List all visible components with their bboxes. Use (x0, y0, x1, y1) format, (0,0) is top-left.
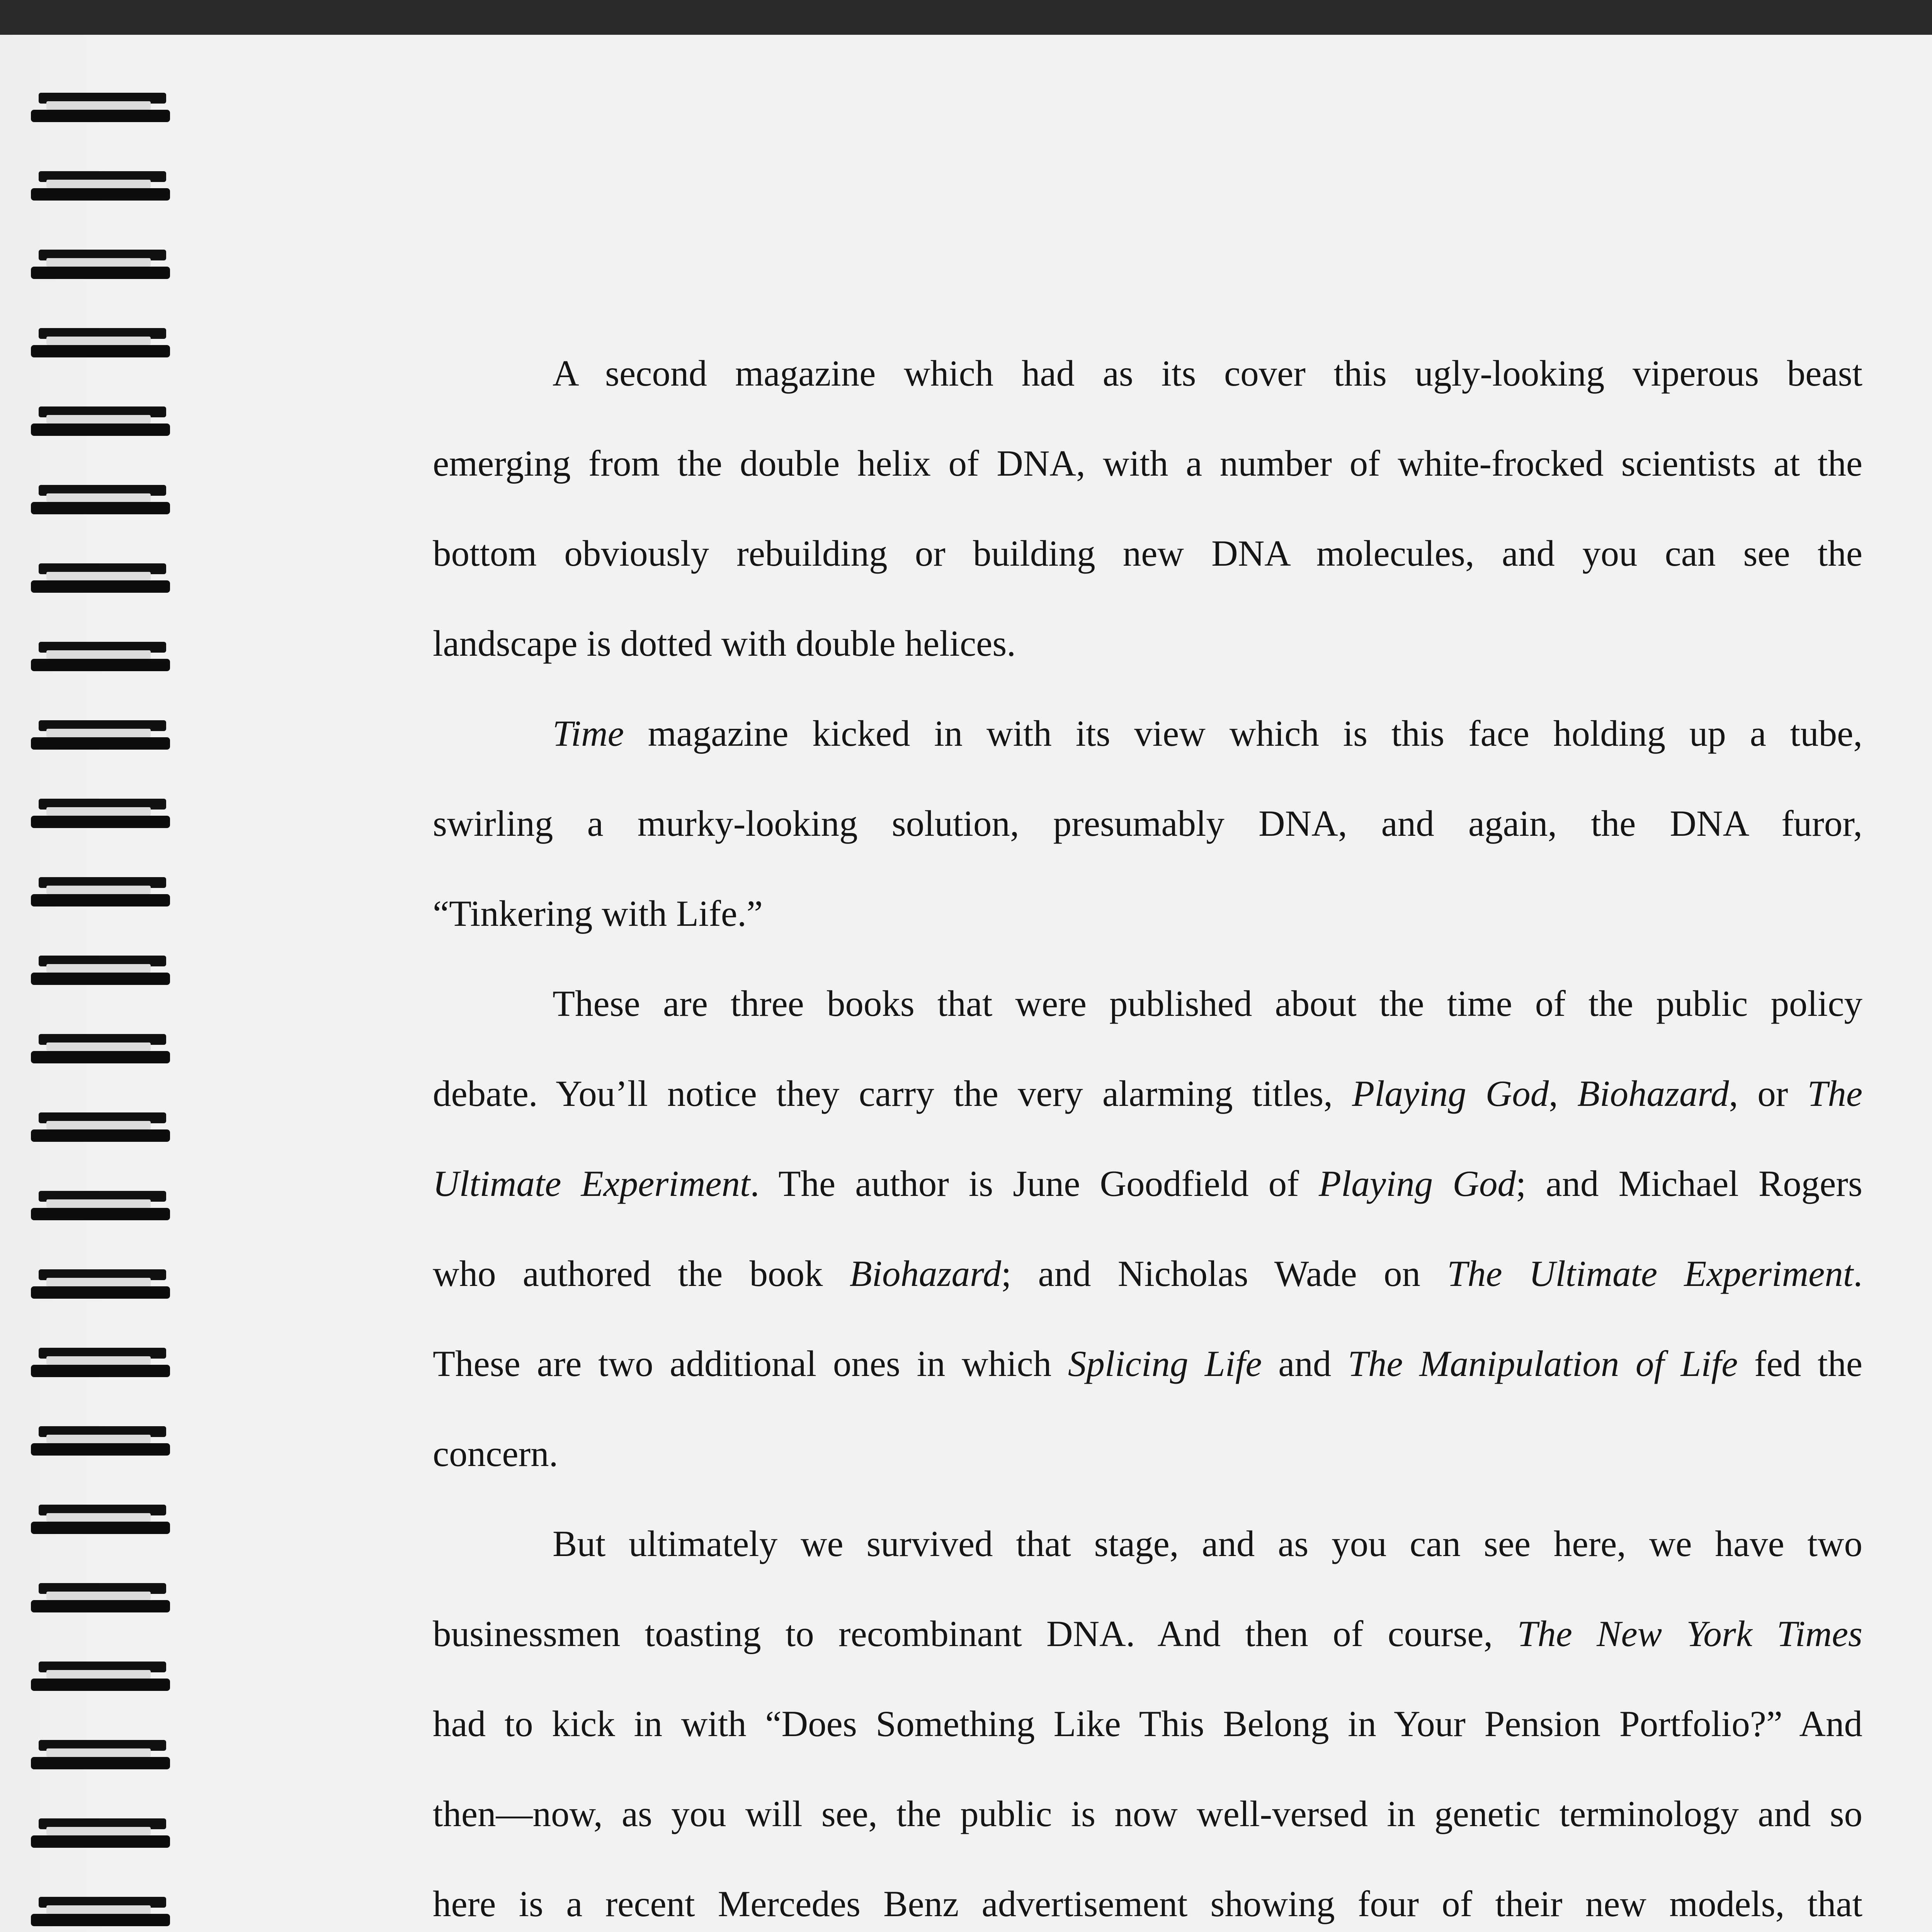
italic-title-run: Biohazard (1577, 1073, 1729, 1114)
binding-coil (31, 250, 170, 281)
paragraph (433, 328, 1862, 689)
text-run: fed the (1738, 1343, 1862, 1384)
coil-wire-bottom (31, 423, 170, 436)
coil-wire-bottom (31, 502, 170, 514)
text-run: These are three books that were published about the time of the public policy (553, 983, 1862, 1024)
italic-title-run: Ultimate Experiment (433, 1163, 750, 1204)
coil-hole (46, 493, 151, 502)
text-line (433, 509, 1862, 599)
coil-hole (46, 1670, 151, 1679)
text-line (433, 328, 1862, 418)
binding-coil (31, 93, 170, 124)
coil-wire-bottom (31, 816, 170, 828)
coil-hole (46, 964, 151, 973)
italic-title-run: Splicing Life (1068, 1343, 1262, 1384)
text-line (433, 869, 1862, 959)
italic-title-run: Playing God (1352, 1073, 1549, 1114)
binding-coil (31, 1818, 170, 1849)
binding-coil (31, 1269, 170, 1300)
coil-hole (46, 729, 151, 737)
binding-coil (31, 1662, 170, 1692)
binding-coil (31, 1034, 170, 1065)
text-line (433, 1589, 1862, 1679)
binding-coil (31, 877, 170, 908)
coil-wire-bottom (31, 1835, 170, 1848)
binding-coil (31, 485, 170, 516)
text-run: A second magazine which had as its cover this ugly-looking viperous beast (553, 353, 1862, 394)
italic-title-run: Playing God (1318, 1163, 1516, 1204)
paragraph (433, 959, 1862, 1499)
text-run: “Tinkering with Life.” (433, 893, 763, 934)
text-run: magazine kicked in with its view which is this face holding up a tube, (624, 713, 1862, 754)
text-run: , (1549, 1073, 1578, 1114)
text-line (433, 1679, 1862, 1769)
text-run: and (1262, 1343, 1348, 1384)
text-run: who authored the book (433, 1253, 850, 1294)
text-run: emerging from the double helix of DNA, with a number of white-frocked scientists at the (433, 443, 1862, 484)
document-page (0, 35, 1932, 1932)
text-run: . (1853, 1253, 1862, 1294)
text-run: had to kick in with “Does Something Like This Belong in Your Pension Portfolio?” And (433, 1703, 1862, 1744)
text-line (433, 1859, 1862, 1932)
coil-wire-bottom (31, 1365, 170, 1377)
body-text (433, 328, 1862, 1932)
italic-title-run: The New York Times (1517, 1613, 1862, 1654)
coil-hole (46, 1043, 151, 1051)
text-line (433, 1229, 1862, 1319)
binding-coil (31, 1191, 170, 1222)
coil-wire-bottom (31, 1914, 170, 1926)
text-run: These are two additional ones in which (433, 1343, 1068, 1384)
coil-hole (46, 258, 151, 267)
coil-wire-bottom (31, 110, 170, 122)
text-run: ; and Michael Rogers (1515, 1163, 1862, 1204)
italic-title-run: The Ultimate Experiment (1447, 1253, 1854, 1294)
coil-wire-bottom (31, 1051, 170, 1063)
coil-wire-bottom (31, 1286, 170, 1299)
text-run: , or (1729, 1073, 1808, 1114)
text-run: then—now, as you will see, the public is now well-versed in genetic terminology and so (433, 1793, 1862, 1834)
text-line (433, 779, 1862, 869)
coil-wire-bottom (31, 580, 170, 593)
coil-hole (46, 180, 151, 188)
coil-wire-bottom (31, 1757, 170, 1769)
coil-wire-bottom (31, 188, 170, 201)
binding-coil (31, 956, 170, 986)
text-run: ; and Nicholas Wade on (1001, 1253, 1447, 1294)
text-line (433, 1139, 1862, 1229)
coil-wire-bottom (31, 894, 170, 906)
text-run: debate. You’ll notice they carry the very alarming titles, (433, 1073, 1352, 1114)
text-run: here is a recent Mercedes Benz advertisement showing four of their new models, that (433, 1883, 1862, 1924)
italic-title-run: Biohazard (849, 1253, 1001, 1294)
text-line (433, 689, 1862, 779)
coil-hole (46, 1748, 151, 1757)
italic-title-run: Time (553, 713, 624, 754)
coil-wire-bottom (31, 737, 170, 750)
coil-wire-bottom (31, 1129, 170, 1142)
coil-hole (46, 1513, 151, 1522)
binding-coil (31, 563, 170, 594)
binding-coil (31, 1897, 170, 1928)
coil-hole (46, 1905, 151, 1914)
text-run: But ultimately we survived that stage, and as you can see here, we have two (553, 1523, 1862, 1564)
paragraph (433, 1499, 1862, 1932)
coil-hole (46, 807, 151, 816)
coil-hole (46, 650, 151, 659)
binding-coil (31, 642, 170, 673)
coil-hole (46, 101, 151, 110)
text-run: landscape is dotted with double helices. (433, 623, 1016, 664)
coil-wire-bottom (31, 659, 170, 671)
paragraph (433, 689, 1862, 959)
coil-hole (46, 415, 151, 423)
coil-hole (46, 572, 151, 580)
text-run: businessmen toasting to recombinant DNA. And then of course, (433, 1613, 1517, 1654)
text-run: swirling a murky-looking solution, presumably DNA, and again, the DNA furor, (433, 803, 1862, 844)
coil-wire-bottom (31, 1600, 170, 1612)
binding-coil (31, 1583, 170, 1614)
text-run: concern. (433, 1433, 558, 1474)
coil-wire-bottom (31, 973, 170, 985)
coil-wire-bottom (31, 1679, 170, 1691)
binding-coil (31, 171, 170, 202)
coil-wire-bottom (31, 267, 170, 279)
binding-coil (31, 1505, 170, 1536)
text-line (433, 599, 1862, 689)
italic-title-run: The Manipulation of Life (1348, 1343, 1738, 1384)
text-line (433, 1319, 1862, 1409)
binding-coil (31, 406, 170, 437)
binding-coil (31, 1426, 170, 1457)
coil-hole (46, 1435, 151, 1443)
coil-hole (46, 337, 151, 345)
spiral-binding (31, 93, 178, 1932)
coil-hole (46, 1356, 151, 1365)
coil-wire-bottom (31, 1522, 170, 1534)
text-line (433, 1049, 1862, 1139)
text-line (433, 959, 1862, 1049)
coil-wire-bottom (31, 1208, 170, 1220)
coil-hole (46, 1592, 151, 1600)
text-line (433, 418, 1862, 509)
text-line (433, 1499, 1862, 1589)
coil-hole (46, 1121, 151, 1129)
text-run: . The author is June Goodfield of (750, 1163, 1319, 1204)
text-line (433, 1409, 1862, 1499)
italic-title-run: The (1807, 1073, 1863, 1114)
coil-hole (46, 886, 151, 894)
binding-coil (31, 720, 170, 751)
binding-coil (31, 1112, 170, 1143)
text-line (433, 1769, 1862, 1859)
binding-coil (31, 328, 170, 359)
coil-wire-bottom (31, 345, 170, 357)
binding-coil (31, 1348, 170, 1379)
binding-coil (31, 799, 170, 830)
coil-wire-bottom (31, 1443, 170, 1456)
text-run: bottom obviously rebuilding or building new DNA molecules, and you can see the (433, 533, 1862, 574)
coil-hole (46, 1278, 151, 1286)
binding-coil (31, 1740, 170, 1771)
coil-hole (46, 1827, 151, 1835)
coil-hole (46, 1199, 151, 1208)
